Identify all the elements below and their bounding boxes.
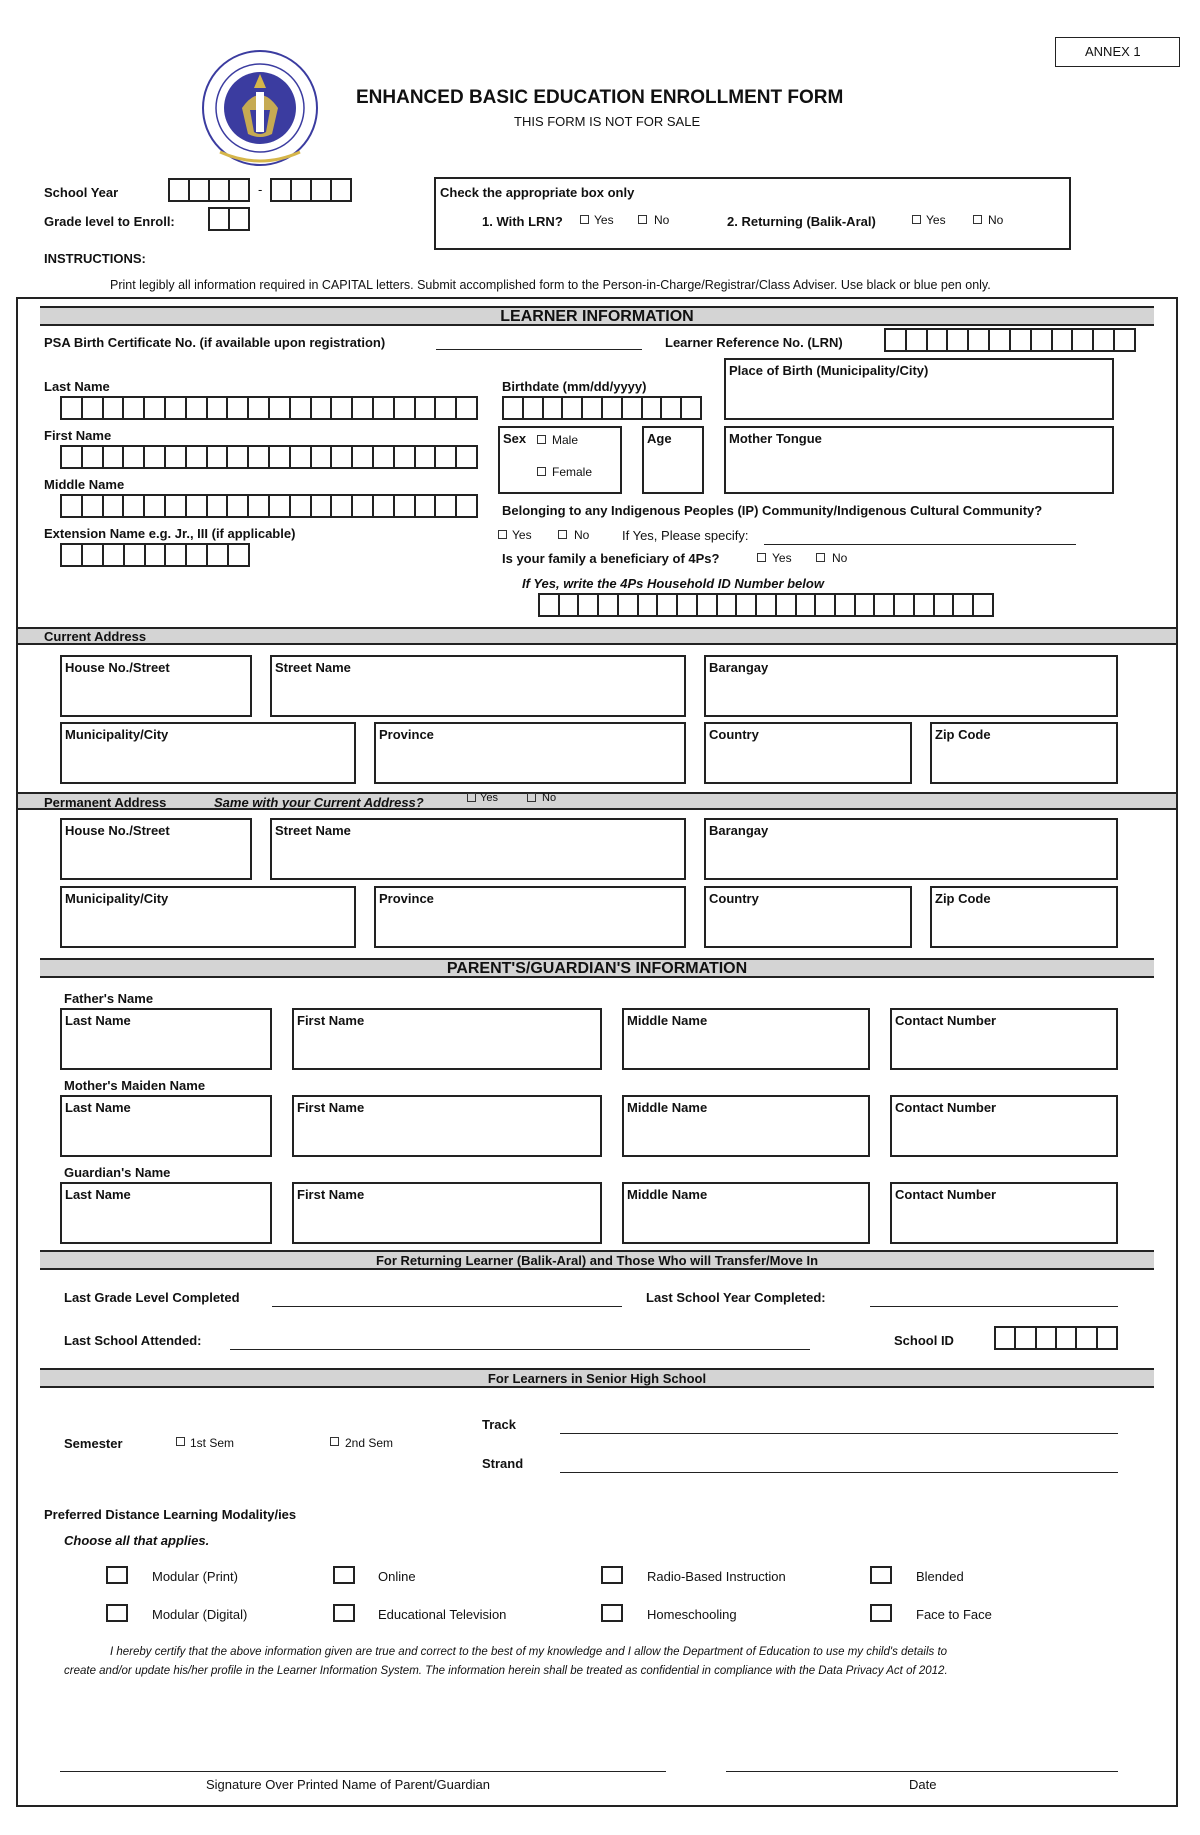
mother-contact-field[interactable]	[890, 1095, 1118, 1157]
ip-specify-line[interactable]	[764, 544, 1076, 545]
parents-info-header: PARENT'S/GUARDIAN'S INFORMATION	[40, 958, 1154, 978]
online-label: Online	[378, 1569, 416, 1584]
form-title: ENHANCED BASIC EDUCATION ENROLLMENT FORM	[356, 87, 844, 108]
first-name-label: First Name	[44, 428, 112, 443]
returning-label: 2. Returning (Balik-Aral)	[727, 214, 876, 229]
fourps-id-boxes[interactable]	[538, 593, 994, 617]
modular-print-label: Modular (Print)	[152, 1569, 238, 1584]
guardian-middle-name-field[interactable]	[622, 1182, 870, 1244]
father-middle-name-label: Middle Name	[627, 1013, 708, 1028]
returning-yes-label: Yes	[926, 213, 946, 227]
grade-level-label: Grade level to Enroll:	[44, 214, 175, 229]
with-lrn-no-label: No	[654, 213, 670, 227]
current-address-label: Current Address	[44, 629, 147, 644]
permanent-country-field[interactable]	[704, 886, 912, 948]
same-address-question: Same with your Current Address?	[214, 795, 424, 810]
school-id-label: School ID	[894, 1333, 954, 1348]
ip-yes-checkbox[interactable]	[498, 530, 507, 539]
sex-male-checkbox[interactable]	[537, 435, 546, 444]
blended-checkbox[interactable]	[870, 1566, 892, 1584]
strand-line[interactable]	[560, 1472, 1118, 1473]
homeschooling-checkbox[interactable]	[601, 1604, 623, 1622]
educational-tv-checkbox[interactable]	[333, 1604, 355, 1622]
current-country-field[interactable]	[704, 722, 912, 784]
guardian-last-name-label: Last Name	[65, 1187, 131, 1202]
father-contact-label: Contact Number	[895, 1013, 997, 1028]
permanent-zip-label: Zip Code	[935, 891, 991, 906]
permanent-province-label: Province	[379, 891, 434, 906]
current-country-label: Country	[709, 727, 759, 742]
modality-title: Preferred Distance Learning Modality/ies	[44, 1507, 297, 1522]
same-address-yes-checkbox[interactable]	[467, 793, 476, 802]
mother-middle-name-field[interactable]	[622, 1095, 870, 1157]
last-sy-line[interactable]	[870, 1306, 1118, 1307]
guardian-first-name-field[interactable]	[292, 1182, 602, 1244]
current-zip-field[interactable]	[930, 722, 1118, 784]
permanent-address-label: Permanent Address	[44, 795, 167, 810]
school-year-start-boxes[interactable]	[168, 178, 250, 202]
lrn-label: Learner Reference No. (LRN)	[665, 335, 843, 350]
fourps-yes-checkbox[interactable]	[757, 553, 766, 562]
middle-name-boxes[interactable]	[60, 494, 478, 518]
place-of-birth-label: Place of Birth (Municipality/City)	[729, 363, 929, 378]
grade-level-boxes[interactable]	[208, 207, 250, 231]
birthdate-label: Birthdate (mm/dd/yyyy)	[502, 379, 647, 394]
sem1-label: 1st Sem	[190, 1436, 235, 1450]
modular-digital-checkbox[interactable]	[106, 1604, 128, 1622]
father-last-name-field[interactable]	[60, 1008, 272, 1070]
sex-male-label: Male	[552, 433, 579, 447]
date-line[interactable]	[726, 1771, 1118, 1772]
permanent-street-field[interactable]	[270, 818, 686, 880]
permanent-house-label: House No./Street	[65, 823, 170, 838]
current-zip-label: Zip Code	[935, 727, 991, 742]
mother-tongue-field[interactable]	[724, 426, 1114, 494]
fourps-no-checkbox[interactable]	[816, 553, 825, 562]
mother-contact-label: Contact Number	[895, 1100, 997, 1115]
with-lrn-label: 1. With LRN?	[482, 214, 563, 229]
ip-question: Belonging to any Indigenous Peoples (IP) Community/Indigenous Cultural Community?	[502, 503, 1043, 518]
current-municipality-label: Municipality/City	[65, 727, 169, 742]
permanent-address-bar	[18, 792, 1176, 810]
last-school-line[interactable]	[230, 1349, 810, 1350]
online-checkbox[interactable]	[333, 1566, 355, 1584]
current-address-bar	[18, 627, 1176, 645]
permanent-municipality-label: Municipality/City	[65, 891, 169, 906]
date-label: Date	[909, 1777, 937, 1792]
returning-no-label: No	[988, 213, 1004, 227]
last-name-label: Last Name	[44, 379, 110, 394]
school-year-dash: -	[258, 182, 263, 197]
permanent-barangay-label: Barangay	[709, 823, 769, 838]
certification-line-1: I hereby certify that the above information given are true and correct to the best of my knowledge and I allow the Department of Education to use my child's details to	[110, 1646, 948, 1658]
radio-based-checkbox[interactable]	[601, 1566, 623, 1584]
current-house-field[interactable]	[60, 655, 252, 717]
modular-digital-label: Modular (Digital)	[152, 1607, 248, 1622]
ip-yes-label: Yes	[512, 528, 532, 542]
last-school-label: Last School Attended:	[64, 1333, 202, 1348]
returning-header: For Returning Learner (Balik-Aral) and Those Who will Transfer/Move In	[40, 1250, 1154, 1270]
instructions-label: INSTRUCTIONS:	[44, 251, 146, 266]
school-year-end-boxes[interactable]	[270, 178, 352, 202]
guardian-name-label: Guardian's Name	[64, 1165, 171, 1180]
last-grade-line[interactable]	[272, 1306, 622, 1307]
school-id-boxes[interactable]	[994, 1326, 1118, 1350]
permanent-barangay-field[interactable]	[704, 818, 1118, 880]
signature-line[interactable]	[60, 1771, 666, 1772]
current-province-field[interactable]	[374, 722, 686, 784]
middle-name-label: Middle Name	[44, 477, 125, 492]
mother-first-name-field[interactable]	[292, 1095, 602, 1157]
ip-no-checkbox[interactable]	[558, 530, 567, 539]
current-municipality-field[interactable]	[60, 722, 356, 784]
returning-yes-checkbox[interactable]	[912, 215, 921, 224]
father-first-name-label: First Name	[297, 1013, 365, 1028]
mother-first-name-label: First Name	[297, 1100, 365, 1115]
permanent-municipality-field[interactable]	[60, 886, 356, 948]
sex-female-checkbox[interactable]	[537, 467, 546, 476]
current-street-field[interactable]	[270, 655, 686, 717]
homeschooling-label: Homeschooling	[647, 1607, 737, 1622]
last-sy-label: Last School Year Completed:	[646, 1290, 826, 1305]
radio-based-label: Radio-Based Instruction	[647, 1569, 786, 1584]
sex-female-label: Female	[552, 465, 593, 479]
current-house-label: House No./Street	[65, 660, 170, 675]
father-first-name-field[interactable]	[292, 1008, 602, 1070]
guardian-contact-label: Contact Number	[895, 1187, 997, 1202]
track-line[interactable]	[560, 1433, 1118, 1434]
signature-label: Signature Over Printed Name of Parent/Guardian	[206, 1777, 490, 1792]
father-last-name-label: Last Name	[65, 1013, 131, 1028]
school-year-label: School Year	[44, 185, 119, 200]
with-lrn-no-checkbox[interactable]	[638, 215, 647, 224]
last-name-boxes[interactable]	[60, 396, 478, 420]
permanent-zip-field[interactable]	[930, 886, 1118, 948]
guardian-first-name-label: First Name	[297, 1187, 365, 1202]
ip-no-label: No	[574, 528, 590, 542]
permanent-province-field[interactable]	[374, 886, 686, 948]
face-to-face-label: Face to Face	[916, 1607, 992, 1622]
age-field[interactable]	[642, 426, 704, 494]
mother-last-name-label: Last Name	[65, 1100, 131, 1115]
current-street-label: Street Name	[275, 660, 351, 675]
returning-no-checkbox[interactable]	[973, 215, 982, 224]
guardian-contact-field[interactable]	[890, 1182, 1118, 1244]
guardian-middle-name-label: Middle Name	[627, 1187, 708, 1202]
mother-middle-name-label: Middle Name	[627, 1100, 708, 1115]
current-barangay-label: Barangay	[709, 660, 769, 675]
current-barangay-field[interactable]	[704, 655, 1118, 717]
blended-label: Blended	[916, 1569, 964, 1584]
permanent-street-label: Street Name	[275, 823, 351, 838]
modular-print-checkbox[interactable]	[106, 1566, 128, 1584]
mother-tongue-label: Mother Tongue	[729, 431, 822, 446]
last-grade-label: Last Grade Level Completed	[64, 1290, 240, 1305]
face-to-face-checkbox[interactable]	[870, 1604, 892, 1622]
ip-specify-label: If Yes, Please specify:	[622, 528, 749, 543]
mother-last-name-field[interactable]	[60, 1095, 272, 1157]
place-of-birth-field[interactable]	[724, 358, 1114, 420]
guardian-last-name-field[interactable]	[60, 1182, 272, 1244]
shs-header: For Learners in Senior High School	[40, 1368, 1154, 1388]
sem1-checkbox[interactable]	[176, 1437, 185, 1446]
permanent-house-field[interactable]	[60, 818, 252, 880]
same-address-yes-label: Yes	[480, 792, 498, 804]
sem2-label: 2nd Sem	[345, 1436, 394, 1450]
fourps-note: If Yes, write the 4Ps Household ID Number below	[522, 576, 824, 591]
sex-label: Sex	[503, 431, 527, 446]
fourps-yes-label: Yes	[772, 551, 792, 565]
sem2-checkbox[interactable]	[330, 1437, 339, 1446]
birthdate-boxes[interactable]	[502, 396, 702, 420]
certification-line-2: create and/or update his/her profile in the Learner Information System. The information herein shall be treated as confidential in compliance with the Data Privacy Act of 2012.	[64, 1665, 948, 1677]
annex-label: ANNEX 1	[1085, 44, 1141, 59]
father-name-label: Father's Name	[64, 991, 154, 1006]
with-lrn-yes-label: Yes	[594, 213, 614, 227]
mother-name-label: Mother's Maiden Name	[64, 1078, 206, 1093]
current-province-label: Province	[379, 727, 434, 742]
psa-input-line[interactable]	[436, 349, 642, 350]
with-lrn-yes-checkbox[interactable]	[580, 215, 589, 224]
permanent-country-label: Country	[709, 891, 759, 906]
extension-label: Extension Name e.g. Jr., III (if applicable)	[44, 526, 296, 541]
father-contact-field[interactable]	[890, 1008, 1118, 1070]
form-subtitle: THIS FORM IS NOT FOR SALE	[514, 114, 701, 129]
lrn-boxes[interactable]	[884, 328, 1136, 352]
modality-note: Choose all that applies.	[64, 1533, 210, 1548]
strand-label: Strand	[482, 1456, 524, 1471]
extension-boxes[interactable]	[60, 543, 250, 567]
instructions-text: Print legibly all information required in CAPITAL letters. Submit accomplished form to the Person-in-Charge/Registrar/Class Adviser. Use black or blue pen only.	[110, 278, 991, 292]
first-name-boxes[interactable]	[60, 445, 478, 469]
same-address-no-checkbox[interactable]	[527, 793, 536, 802]
learner-info-header: LEARNER INFORMATION	[40, 306, 1154, 326]
track-label: Track	[482, 1417, 516, 1432]
age-label: Age	[647, 431, 672, 446]
psa-label: PSA Birth Certificate No. (if available upon registration)	[44, 335, 386, 350]
same-address-no-label: No	[542, 792, 557, 804]
check-title: Check the appropriate box only	[440, 185, 635, 200]
educational-tv-label: Educational Television	[378, 1607, 507, 1622]
fourps-no-label: No	[832, 551, 848, 565]
semester-label: Semester	[64, 1436, 123, 1451]
father-middle-name-field[interactable]	[622, 1008, 870, 1070]
fourps-question: Is your family a beneficiary of 4Ps?	[502, 551, 720, 566]
deped-seal-logo	[200, 48, 320, 168]
